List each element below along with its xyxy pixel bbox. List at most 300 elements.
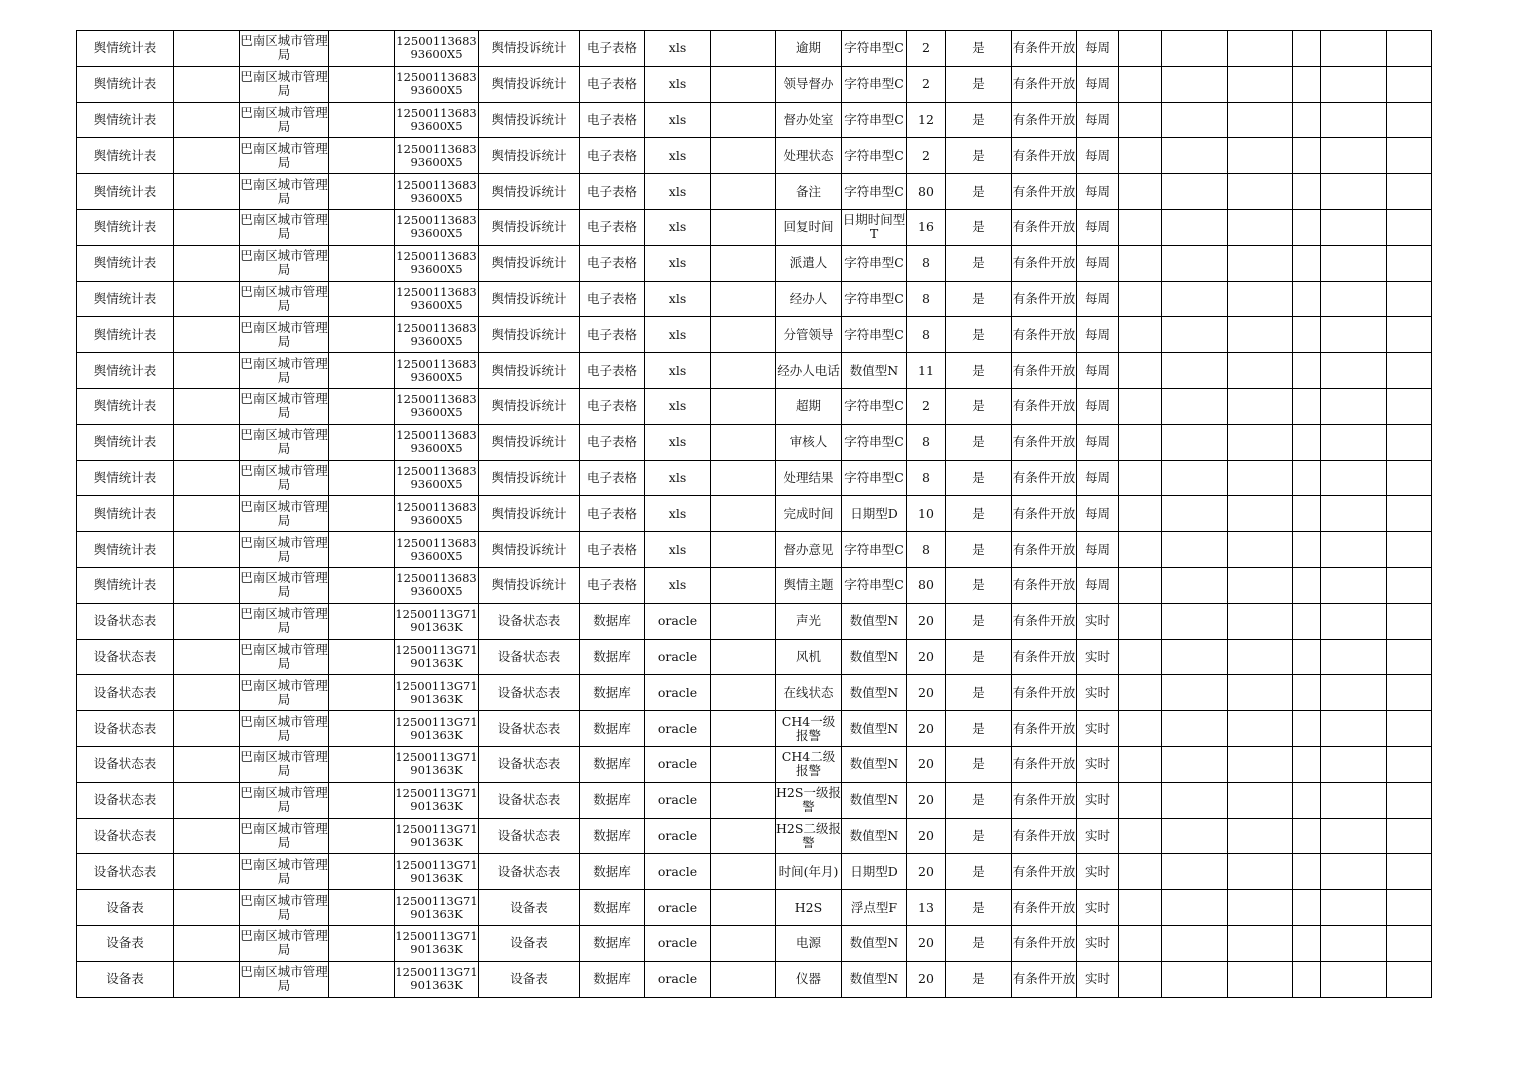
cell-department: 巴南区城市管理局	[240, 388, 329, 424]
cell-update-cycle: 每周	[1077, 31, 1119, 67]
cell-resource-name: 舆情投诉统计	[479, 496, 580, 532]
cell-blank-c	[711, 102, 776, 138]
cell-field-name: 在线状态	[776, 675, 842, 711]
cell-blank-f	[1228, 496, 1293, 532]
cell-extension: oracle	[645, 746, 711, 782]
cell-blank-a	[174, 424, 240, 460]
cell-field-type: 浮点型F	[842, 890, 907, 926]
cell-field-length: 8	[907, 317, 946, 353]
cell-blank-g	[1293, 890, 1321, 926]
cell-blank-a	[174, 496, 240, 532]
cell-blank-b	[329, 102, 395, 138]
cell-resource-name: 设备状态表	[479, 639, 580, 675]
cell-open-type: 有条件开放	[1012, 102, 1077, 138]
cell-format: 数据库	[580, 854, 645, 890]
cell-blank-i	[1387, 353, 1432, 389]
cell-blank-a	[174, 66, 240, 102]
cell-update-cycle: 每周	[1077, 317, 1119, 353]
cell-blank-d	[1119, 746, 1162, 782]
cell-shared-flag: 是	[946, 31, 1012, 67]
cell-update-cycle: 每周	[1077, 460, 1119, 496]
cell-org-code: 1250011368393600X5	[395, 66, 479, 102]
cell-field-length: 2	[907, 31, 946, 67]
cell-org-code: 1250011368393600X5	[395, 424, 479, 460]
cell-shared-flag: 是	[946, 317, 1012, 353]
table-row	[77, 66, 1432, 102]
cell-shared-flag: 是	[946, 711, 1012, 747]
data-catalog-table	[76, 30, 1432, 998]
cell-blank-h	[1321, 603, 1387, 639]
cell-blank-f	[1228, 639, 1293, 675]
table-row	[77, 138, 1432, 174]
cell-blank-i	[1387, 174, 1432, 210]
cell-open-type: 有条件开放	[1012, 31, 1077, 67]
cell-table-name: 舆情统计表	[77, 496, 174, 532]
cell-open-type: 有条件开放	[1012, 925, 1077, 961]
cell-blank-i	[1387, 102, 1432, 138]
cell-blank-f	[1228, 603, 1293, 639]
cell-resource-name: 设备状态表	[479, 603, 580, 639]
cell-shared-flag: 是	[946, 174, 1012, 210]
cell-blank-b	[329, 711, 395, 747]
cell-extension: xls	[645, 281, 711, 317]
cell-blank-b	[329, 460, 395, 496]
cell-field-type: 字符串型C	[842, 102, 907, 138]
cell-blank-g	[1293, 209, 1321, 245]
cell-field-name: 时间(年月)	[776, 854, 842, 890]
cell-blank-f	[1228, 281, 1293, 317]
cell-blank-c	[711, 317, 776, 353]
table-row	[77, 890, 1432, 926]
cell-blank-d	[1119, 317, 1162, 353]
cell-field-name: 派遣人	[776, 245, 842, 281]
cell-extension: xls	[645, 245, 711, 281]
cell-field-length: 8	[907, 281, 946, 317]
cell-org-code: 1250011368393600X5	[395, 496, 479, 532]
cell-blank-c	[711, 496, 776, 532]
cell-blank-b	[329, 818, 395, 854]
cell-blank-d	[1119, 31, 1162, 67]
cell-field-type: 字符串型C	[842, 174, 907, 210]
cell-blank-b	[329, 854, 395, 890]
cell-blank-e	[1162, 460, 1228, 496]
cell-blank-h	[1321, 818, 1387, 854]
table-row	[77, 460, 1432, 496]
cell-update-cycle: 实时	[1077, 925, 1119, 961]
cell-field-length: 8	[907, 424, 946, 460]
cell-shared-flag: 是	[946, 925, 1012, 961]
table-row	[77, 245, 1432, 281]
cell-department: 巴南区城市管理局	[240, 961, 329, 997]
cell-blank-b	[329, 66, 395, 102]
cell-org-code: 1250011368393600X5	[395, 138, 479, 174]
cell-update-cycle: 每周	[1077, 353, 1119, 389]
cell-blank-b	[329, 353, 395, 389]
cell-blank-a	[174, 854, 240, 890]
cell-blank-g	[1293, 567, 1321, 603]
cell-org-code: 1250011368393600X5	[395, 388, 479, 424]
cell-department: 巴南区城市管理局	[240, 782, 329, 818]
cell-update-cycle: 每周	[1077, 496, 1119, 532]
cell-blank-e	[1162, 711, 1228, 747]
cell-field-name: H2S	[776, 890, 842, 926]
cell-format: 数据库	[580, 818, 645, 854]
cell-org-code: 1250011368393600X5	[395, 174, 479, 210]
cell-blank-b	[329, 31, 395, 67]
cell-table-name: 舆情统计表	[77, 281, 174, 317]
cell-blank-e	[1162, 746, 1228, 782]
cell-blank-d	[1119, 818, 1162, 854]
cell-blank-c	[711, 245, 776, 281]
cell-blank-e	[1162, 532, 1228, 568]
cell-resource-name: 设备表	[479, 925, 580, 961]
cell-extension: xls	[645, 532, 711, 568]
cell-blank-f	[1228, 746, 1293, 782]
cell-blank-e	[1162, 818, 1228, 854]
cell-field-length: 16	[907, 209, 946, 245]
cell-blank-a	[174, 138, 240, 174]
cell-department: 巴南区城市管理局	[240, 66, 329, 102]
cell-blank-d	[1119, 890, 1162, 926]
cell-blank-a	[174, 388, 240, 424]
cell-department: 巴南区城市管理局	[240, 854, 329, 890]
cell-update-cycle: 实时	[1077, 603, 1119, 639]
cell-blank-g	[1293, 424, 1321, 460]
cell-blank-b	[329, 245, 395, 281]
table-row	[77, 711, 1432, 747]
cell-format: 数据库	[580, 603, 645, 639]
cell-blank-a	[174, 102, 240, 138]
cell-blank-c	[711, 424, 776, 460]
cell-org-code: 12500113G71901363K	[395, 854, 479, 890]
cell-update-cycle: 每周	[1077, 567, 1119, 603]
cell-format: 电子表格	[580, 460, 645, 496]
cell-field-name: H2S一级报警	[776, 782, 842, 818]
cell-blank-h	[1321, 174, 1387, 210]
cell-blank-g	[1293, 782, 1321, 818]
cell-blank-f	[1228, 854, 1293, 890]
cell-blank-f	[1228, 31, 1293, 67]
cell-resource-name: 舆情投诉统计	[479, 209, 580, 245]
cell-blank-c	[711, 388, 776, 424]
cell-blank-c	[711, 460, 776, 496]
cell-shared-flag: 是	[946, 353, 1012, 389]
cell-field-name: 回复时间	[776, 209, 842, 245]
cell-field-type: 数值型N	[842, 961, 907, 997]
cell-blank-b	[329, 603, 395, 639]
cell-blank-b	[329, 138, 395, 174]
table-row	[77, 31, 1432, 67]
cell-resource-name: 舆情投诉统计	[479, 317, 580, 353]
cell-blank-g	[1293, 174, 1321, 210]
cell-shared-flag: 是	[946, 388, 1012, 424]
cell-blank-h	[1321, 66, 1387, 102]
cell-blank-e	[1162, 353, 1228, 389]
cell-resource-name: 设备状态表	[479, 854, 580, 890]
cell-table-name: 舆情统计表	[77, 174, 174, 210]
cell-department: 巴南区城市管理局	[240, 496, 329, 532]
cell-table-name: 舆情统计表	[77, 532, 174, 568]
cell-blank-f	[1228, 102, 1293, 138]
cell-table-name: 设备状态表	[77, 782, 174, 818]
cell-blank-e	[1162, 281, 1228, 317]
cell-resource-name: 设备表	[479, 961, 580, 997]
cell-blank-a	[174, 890, 240, 926]
cell-table-name: 舆情统计表	[77, 388, 174, 424]
cell-blank-h	[1321, 675, 1387, 711]
cell-blank-c	[711, 818, 776, 854]
cell-blank-i	[1387, 317, 1432, 353]
cell-open-type: 有条件开放	[1012, 567, 1077, 603]
cell-department: 巴南区城市管理局	[240, 532, 329, 568]
cell-open-type: 有条件开放	[1012, 174, 1077, 210]
cell-department: 巴南区城市管理局	[240, 281, 329, 317]
cell-resource-name: 设备状态表	[479, 675, 580, 711]
table-row	[77, 209, 1432, 245]
cell-blank-c	[711, 532, 776, 568]
cell-blank-c	[711, 925, 776, 961]
cell-blank-d	[1119, 925, 1162, 961]
cell-field-name: 经办人电话	[776, 353, 842, 389]
cell-update-cycle: 每周	[1077, 281, 1119, 317]
cell-blank-i	[1387, 782, 1432, 818]
cell-field-length: 20	[907, 782, 946, 818]
cell-open-type: 有条件开放	[1012, 854, 1077, 890]
cell-field-type: 字符串型C	[842, 317, 907, 353]
cell-blank-e	[1162, 317, 1228, 353]
cell-shared-flag: 是	[946, 496, 1012, 532]
cell-field-type: 字符串型C	[842, 66, 907, 102]
cell-org-code: 12500113G71901363K	[395, 675, 479, 711]
cell-shared-flag: 是	[946, 209, 1012, 245]
cell-blank-i	[1387, 675, 1432, 711]
cell-blank-b	[329, 388, 395, 424]
table-row	[77, 854, 1432, 890]
cell-field-name: 完成时间	[776, 496, 842, 532]
cell-blank-c	[711, 854, 776, 890]
cell-blank-b	[329, 782, 395, 818]
cell-blank-d	[1119, 782, 1162, 818]
cell-extension: xls	[645, 567, 711, 603]
cell-format: 数据库	[580, 890, 645, 926]
cell-blank-c	[711, 209, 776, 245]
cell-blank-e	[1162, 245, 1228, 281]
cell-blank-b	[329, 209, 395, 245]
cell-field-length: 13	[907, 890, 946, 926]
table-row	[77, 353, 1432, 389]
cell-field-type: 数值型N	[842, 675, 907, 711]
cell-open-type: 有条件开放	[1012, 388, 1077, 424]
cell-shared-flag: 是	[946, 245, 1012, 281]
cell-blank-d	[1119, 209, 1162, 245]
cell-blank-h	[1321, 746, 1387, 782]
cell-blank-d	[1119, 245, 1162, 281]
cell-blank-h	[1321, 281, 1387, 317]
cell-blank-a	[174, 353, 240, 389]
cell-blank-f	[1228, 388, 1293, 424]
cell-blank-d	[1119, 532, 1162, 568]
cell-extension: xls	[645, 353, 711, 389]
cell-table-name: 设备状态表	[77, 603, 174, 639]
cell-blank-f	[1228, 353, 1293, 389]
cell-blank-c	[711, 890, 776, 926]
cell-blank-b	[329, 532, 395, 568]
cell-blank-h	[1321, 782, 1387, 818]
cell-extension: xls	[645, 317, 711, 353]
cell-blank-d	[1119, 424, 1162, 460]
cell-update-cycle: 实时	[1077, 782, 1119, 818]
cell-blank-b	[329, 281, 395, 317]
cell-blank-a	[174, 317, 240, 353]
cell-extension: xls	[645, 174, 711, 210]
cell-shared-flag: 是	[946, 424, 1012, 460]
cell-format: 数据库	[580, 675, 645, 711]
cell-field-length: 20	[907, 603, 946, 639]
cell-org-code: 1250011368393600X5	[395, 353, 479, 389]
cell-open-type: 有条件开放	[1012, 209, 1077, 245]
cell-blank-f	[1228, 961, 1293, 997]
cell-shared-flag: 是	[946, 818, 1012, 854]
cell-field-length: 8	[907, 245, 946, 281]
cell-field-length: 20	[907, 675, 946, 711]
cell-resource-name: 设备状态表	[479, 818, 580, 854]
cell-blank-e	[1162, 424, 1228, 460]
cell-resource-name: 舆情投诉统计	[479, 245, 580, 281]
cell-extension: oracle	[645, 711, 711, 747]
cell-extension: oracle	[645, 925, 711, 961]
cell-blank-c	[711, 639, 776, 675]
table-row	[77, 961, 1432, 997]
cell-shared-flag: 是	[946, 66, 1012, 102]
cell-open-type: 有条件开放	[1012, 782, 1077, 818]
cell-org-code: 1250011368393600X5	[395, 532, 479, 568]
cell-blank-g	[1293, 961, 1321, 997]
cell-blank-h	[1321, 102, 1387, 138]
cell-update-cycle: 实时	[1077, 818, 1119, 854]
cell-extension: oracle	[645, 854, 711, 890]
cell-org-code: 1250011368393600X5	[395, 209, 479, 245]
cell-field-type: 字符串型C	[842, 388, 907, 424]
cell-blank-h	[1321, 245, 1387, 281]
cell-field-type: 字符串型C	[842, 281, 907, 317]
cell-department: 巴南区城市管理局	[240, 460, 329, 496]
cell-blank-i	[1387, 245, 1432, 281]
cell-update-cycle: 每周	[1077, 532, 1119, 568]
cell-blank-g	[1293, 818, 1321, 854]
cell-blank-f	[1228, 209, 1293, 245]
cell-extension: oracle	[645, 818, 711, 854]
cell-field-name: H2S二级报警	[776, 818, 842, 854]
cell-shared-flag: 是	[946, 854, 1012, 890]
cell-org-code: 1250011368393600X5	[395, 460, 479, 496]
cell-open-type: 有条件开放	[1012, 245, 1077, 281]
table-row	[77, 925, 1432, 961]
cell-blank-h	[1321, 138, 1387, 174]
cell-org-code: 12500113G71901363K	[395, 746, 479, 782]
cell-blank-h	[1321, 567, 1387, 603]
cell-blank-g	[1293, 388, 1321, 424]
cell-department: 巴南区城市管理局	[240, 102, 329, 138]
cell-blank-b	[329, 890, 395, 926]
cell-field-length: 8	[907, 460, 946, 496]
table-row	[77, 174, 1432, 210]
cell-format: 数据库	[580, 961, 645, 997]
cell-department: 巴南区城市管理局	[240, 245, 329, 281]
cell-blank-b	[329, 317, 395, 353]
cell-department: 巴南区城市管理局	[240, 639, 329, 675]
cell-open-type: 有条件开放	[1012, 603, 1077, 639]
table-row	[77, 496, 1432, 532]
cell-department: 巴南区城市管理局	[240, 925, 329, 961]
cell-format: 数据库	[580, 925, 645, 961]
cell-blank-f	[1228, 567, 1293, 603]
cell-format: 数据库	[580, 746, 645, 782]
cell-table-name: 舆情统计表	[77, 424, 174, 460]
table-row	[77, 424, 1432, 460]
cell-org-code: 12500113G71901363K	[395, 603, 479, 639]
cell-resource-name: 舆情投诉统计	[479, 424, 580, 460]
cell-blank-f	[1228, 925, 1293, 961]
table-row	[77, 639, 1432, 675]
cell-blank-c	[711, 174, 776, 210]
cell-field-length: 20	[907, 961, 946, 997]
cell-open-type: 有条件开放	[1012, 675, 1077, 711]
cell-blank-a	[174, 782, 240, 818]
cell-blank-a	[174, 961, 240, 997]
cell-open-type: 有条件开放	[1012, 711, 1077, 747]
cell-update-cycle: 每周	[1077, 66, 1119, 102]
cell-org-code: 1250011368393600X5	[395, 31, 479, 67]
cell-blank-c	[711, 782, 776, 818]
cell-blank-e	[1162, 675, 1228, 711]
cell-blank-e	[1162, 782, 1228, 818]
cell-format: 电子表格	[580, 174, 645, 210]
cell-blank-e	[1162, 174, 1228, 210]
cell-field-length: 80	[907, 174, 946, 210]
cell-blank-i	[1387, 818, 1432, 854]
cell-blank-d	[1119, 496, 1162, 532]
cell-blank-g	[1293, 31, 1321, 67]
cell-blank-b	[329, 496, 395, 532]
cell-field-name: 风机	[776, 639, 842, 675]
cell-blank-b	[329, 675, 395, 711]
cell-blank-i	[1387, 925, 1432, 961]
cell-field-name: 备注	[776, 174, 842, 210]
cell-field-length: 2	[907, 66, 946, 102]
cell-blank-f	[1228, 711, 1293, 747]
cell-blank-b	[329, 567, 395, 603]
cell-table-name: 舆情统计表	[77, 567, 174, 603]
cell-blank-f	[1228, 782, 1293, 818]
cell-blank-g	[1293, 854, 1321, 890]
cell-department: 巴南区城市管理局	[240, 603, 329, 639]
cell-resource-name: 舆情投诉统计	[479, 174, 580, 210]
cell-org-code: 12500113G71901363K	[395, 961, 479, 997]
cell-blank-f	[1228, 138, 1293, 174]
cell-blank-e	[1162, 925, 1228, 961]
cell-blank-i	[1387, 532, 1432, 568]
cell-org-code: 1250011368393600X5	[395, 102, 479, 138]
cell-blank-e	[1162, 66, 1228, 102]
cell-format: 电子表格	[580, 281, 645, 317]
table-row	[77, 532, 1432, 568]
cell-open-type: 有条件开放	[1012, 639, 1077, 675]
cell-blank-i	[1387, 209, 1432, 245]
cell-table-name: 舆情统计表	[77, 102, 174, 138]
cell-field-type: 字符串型C	[842, 245, 907, 281]
cell-blank-h	[1321, 317, 1387, 353]
cell-shared-flag: 是	[946, 603, 1012, 639]
